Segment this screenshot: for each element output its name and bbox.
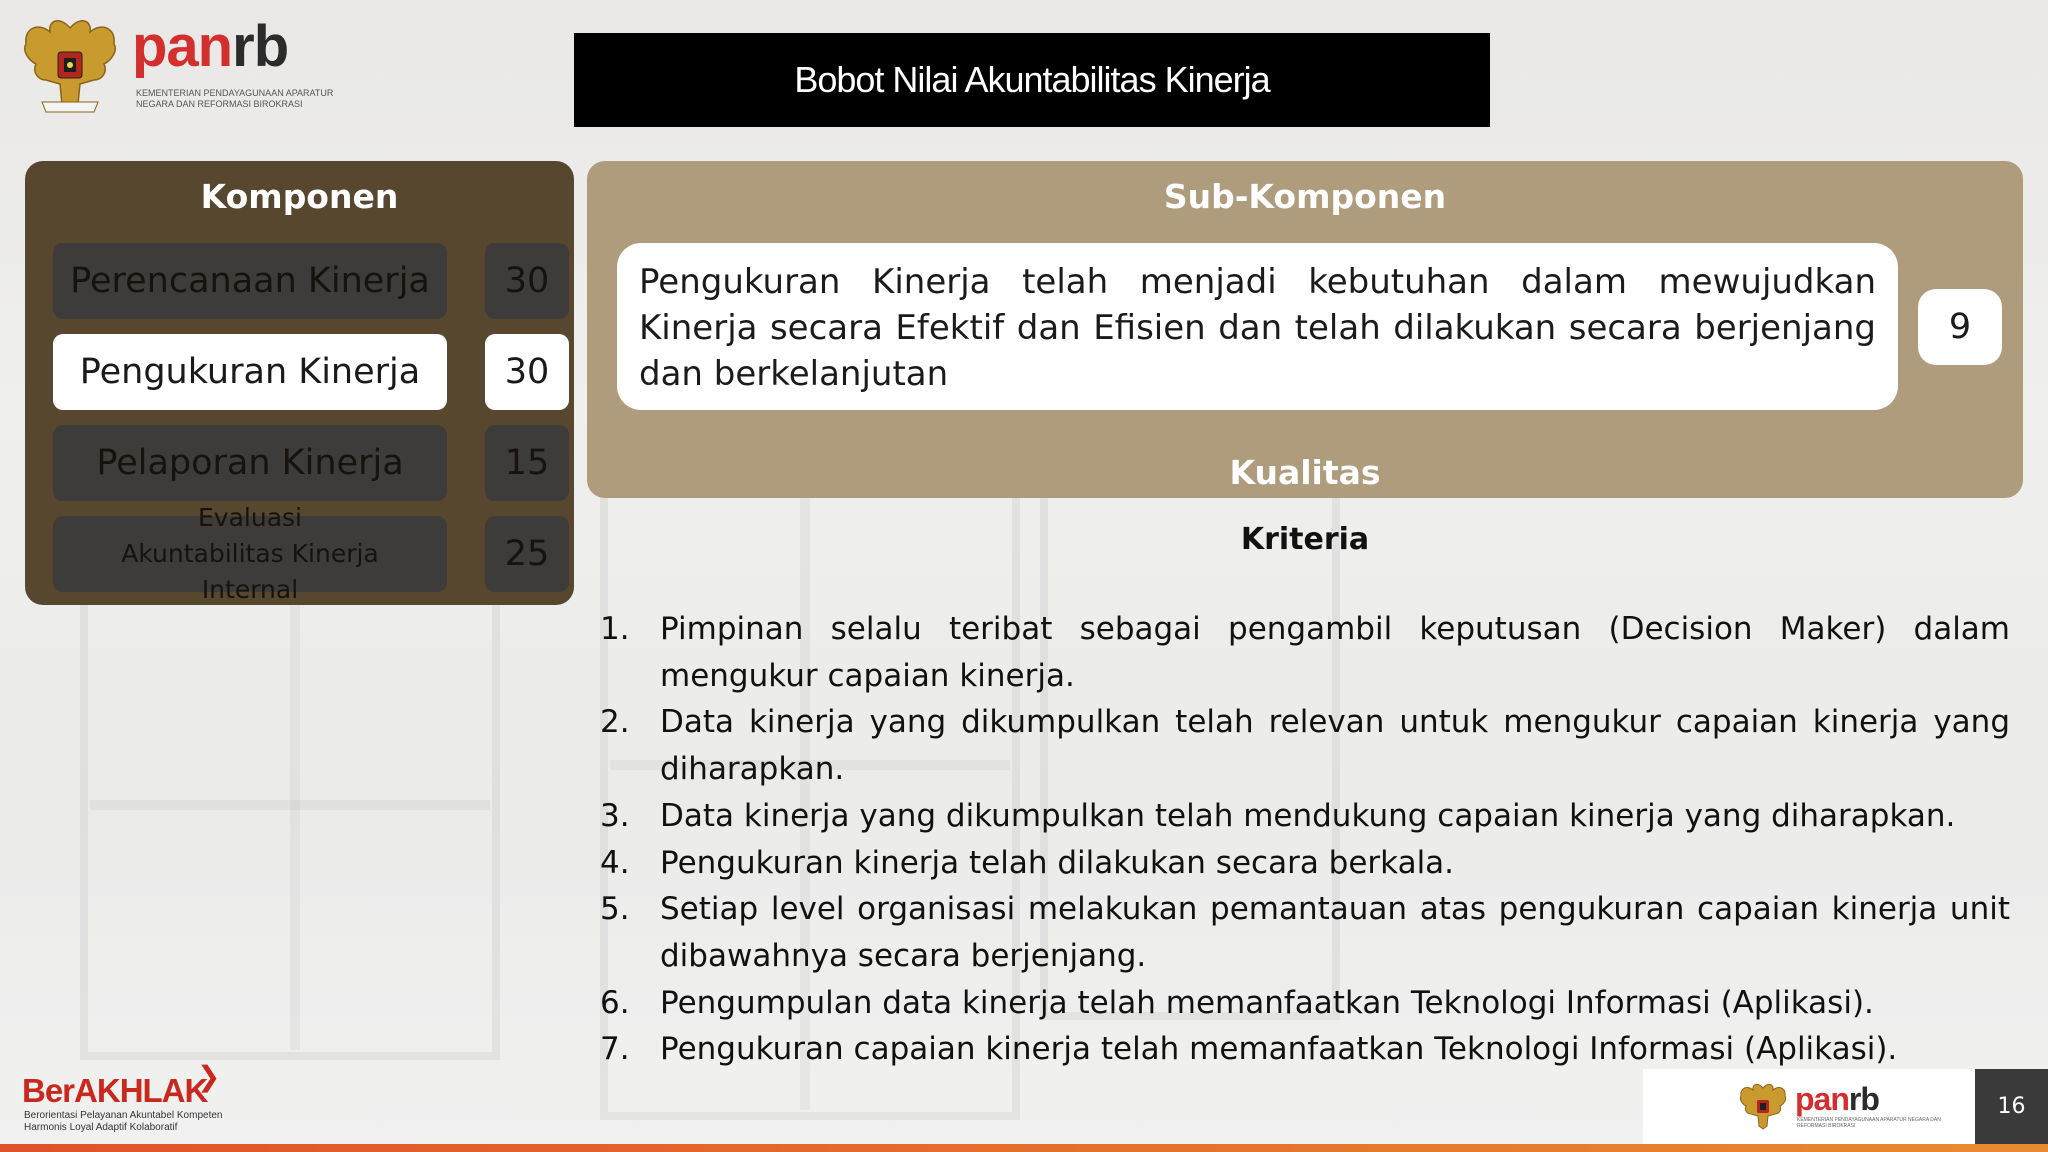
- kriteria-heading: Kriteria: [1240, 522, 1370, 557]
- chevron-right-icon: ❯: [197, 1060, 221, 1093]
- komponen-row-pengukuran[interactable]: [53, 334, 550, 410]
- kualitas-heading: Kualitas: [1229, 453, 1381, 492]
- kriteria-item: 7. Pengukuran capaian kinerja telah memanfaatkan Teknologi Informasi (Aplikasi).: [600, 1031, 1898, 1068]
- berakhlak-tagline: Berorientasi Pelayanan Akuntabel Kompeten Harmonis Loyal Adaptif Kolaboratif: [24, 1110, 223, 1133]
- sub-komponen-panel: [587, 161, 2023, 498]
- sub-komponen-weight: 9: [1918, 289, 2002, 365]
- berakhlak-logo: [22, 1060, 242, 1140]
- kriteria-item: 1. Pimpinan selalu teribat sebagai pengambil keputusan (Decision Maker) dalam mengukur capaian kinerja.: [600, 611, 2010, 694]
- kriteria-item: 4. Pengukuran kinerja telah dilakukan secara berkala.: [600, 844, 1455, 881]
- komponen-weight: 15: [485, 425, 569, 501]
- kriteria-item: 5. Setiap level organisasi melakukan pemantauan atas pengukuran capaian kinerja unit dibawahnya secara berjenjang.: [600, 891, 2010, 974]
- kriteria-list: [600, 606, 2010, 1073]
- garuda-emblem-icon: [1738, 1081, 1788, 1133]
- sub-komponen-description: Pengukuran Kinerja telah menjadi kebutuhan dalam mewujudkan Kinerja secara Efektif dan Efisien dan telah dilakukan secara berjenjang dan berkelanjutan: [617, 243, 1898, 410]
- komponen-label: Perencanaan Kinerja: [53, 243, 447, 319]
- kriteria-item: 2. Data kinerja yang dikumpulkan telah relevan untuk mengukur capaian kinerja yang diharapkan.: [600, 704, 2010, 788]
- footer-accent-bar: [0, 1144, 2048, 1152]
- sub-komponen-heading: Sub-Komponen: [1163, 177, 1447, 216]
- panrb-logo-footer: [1643, 1069, 1975, 1144]
- komponen-heading: Komponen: [200, 177, 399, 216]
- logo-subtitle: KEMENTERIAN PENDAYAGUNAAN APARATUR NEGARA DAN REFORMASI BIROKRASI: [1797, 1117, 1941, 1129]
- komponen-row-pelaporan[interactable]: [53, 425, 550, 501]
- komponen-panel: [25, 161, 574, 605]
- panrb-wordmark: panrb: [1795, 1081, 1879, 1117]
- logo-subtitle: KEMENTERIAN PENDAYAGUNAAN APARATUR NEGARA DAN REFORMASI BIROKRASI: [136, 88, 334, 109]
- komponen-weight: 25: [485, 516, 569, 592]
- komponen-row-evaluasi[interactable]: [53, 503, 550, 604]
- panrb-logo: [20, 14, 334, 124]
- komponen-row-perencanaan[interactable]: [53, 243, 550, 319]
- komponen-label: Evaluasi Akuntabilitas Kinerja Internal: [53, 516, 447, 592]
- komponen-label: Pengukuran Kinerja: [53, 334, 447, 410]
- kriteria-item: 3. Data kinerja yang dikumpulkan telah mendukung capaian kinerja yang diharapkan.: [600, 797, 1956, 834]
- garuda-emblem-icon: [20, 14, 120, 118]
- kriteria-item: 6. Pengumpulan data kinerja telah memanfaatkan Teknologi Informasi (Aplikasi).: [600, 984, 1874, 1021]
- komponen-weight: 30: [485, 243, 569, 319]
- komponen-weight: 30: [485, 334, 569, 410]
- komponen-label: Pelaporan Kinerja: [53, 425, 447, 501]
- slide-title: Bobot Nilai Akuntabilitas Kinerja: [574, 33, 1490, 127]
- page-number: 16: [1975, 1069, 2048, 1144]
- panrb-wordmark: panrb: [132, 14, 289, 79]
- berakhlak-wordmark: BerAKHLAK: [22, 1072, 208, 1109]
